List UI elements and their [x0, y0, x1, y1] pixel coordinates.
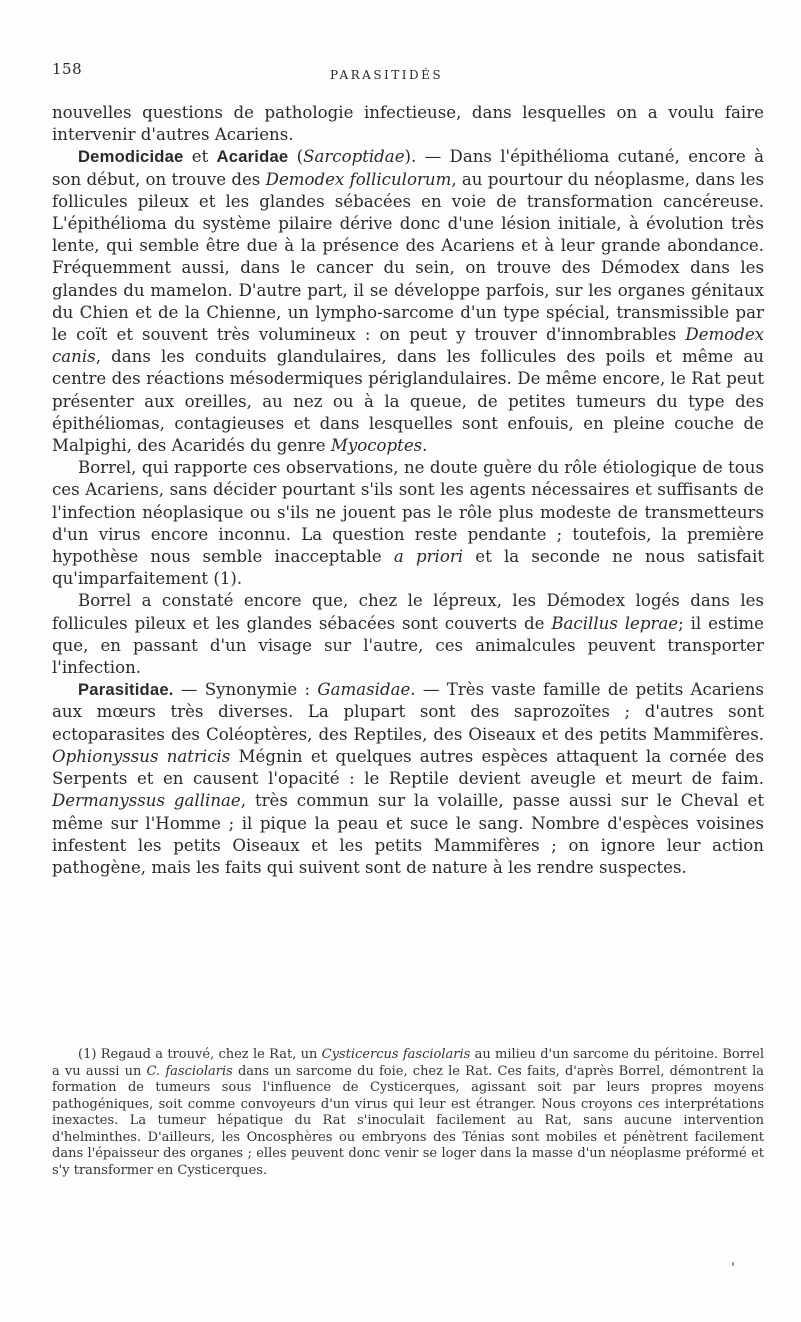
latin-name: Gamasidae [317, 680, 411, 700]
section-lead-acaridae: Acaridae [216, 147, 289, 167]
latin-name: Demodex folliculorum [265, 169, 452, 189]
page-number: 158 [52, 60, 83, 78]
running-title: PARASITIDÉS [330, 68, 444, 82]
paragraph-text: et la seconde ne nous satisfait qu'imparfaitement (1). [52, 547, 764, 589]
paragraph-text: , dans les conduits glandulaires, dans les follicules des poils et même au centre des réactions mésodermiques périglandulaires. De même encore, le Rat peut présenter aux oreilles, au nez ou à la queue, de petites tumeurs du type des épithéliomas, contagieuses et dans lesquelles sont enfouis, en pleine couche de Malpighi, des Acaridés du genre [52, 347, 764, 456]
latin-phrase: a priori [393, 547, 464, 567]
latin-name: Demodex canis [52, 325, 764, 367]
lead-connector: et [183, 147, 217, 167]
paragraph-text: Borrel, qui rapporte ces observations, ne doute guère du rôle étiologique de tous ces Acariens, sans décider pourtant s'ils sont les agents nécessaires et suffisants de l'infection néoplasique ou s'ils ne jouent pas le rôle plus modeste de transmetteurs d'un virus encore inconnu. La question reste pendante ; toutefois, la première hypothèse nous semble inacceptable [52, 458, 764, 567]
paragraph-demodicidae [52, 146, 764, 457]
paragraph-borrel-leprosy [52, 590, 764, 679]
footnote [52, 1047, 764, 1179]
body-text [52, 102, 764, 879]
latin-name: C. fasciolaris [146, 1063, 233, 1079]
paragraph-text: , au pourtour du néoplasme, dans les follicules pileux et les glandes sébacées en voie de transformation cancéreuse. L'épithélioma du système pilaire dérive donc d'une lésion initiale, à évolution très lente, qui semble être due à la présence des Acariens et à leur grande abondance. Fréquemment aussi, dans le cancer du sein, on trouve des Démodex dans les glandes du mamelon. D'autre part, il se développe parfois, sur les organes génitaux du Chien et de la Chienne, un lympho-sarcome d'un type spécial, transmissible par le coït et souvent très volumineux : on peut y trouver d'innombrables [52, 169, 764, 345]
paragraph-text: , très commun sur la volaille, passe aussi sur le Cheval et même sur l'Homme ; il pique la peau et suce le sang. Nombre d'espèces voisines infestent les petits Oiseaux et les petits Mammifères ; on ignore leur action pathogène, mais les faits qui suivent sont de nature à les rendre suspectes. [52, 791, 765, 877]
paragraph-text: . — Très vaste famille de petits Acariens aux mœurs très diverses. La plupart sont des saprozoïtes ; d'autres sont ectoparasites des Coléoptères, des Reptiles, des Oiseaux et des petits Mammifères. [52, 680, 764, 744]
footnote-paragraph [52, 1047, 764, 1179]
latin-name: Dermanyssus gallinae [52, 791, 241, 811]
paragraph-text: . [422, 436, 428, 456]
paragraph-text: Borrel a constaté encore que, chez le lépreux, les Démodex logés dans les follicules pileux et les glandes sébacées sont couverts de [52, 591, 764, 633]
latin-name: Bacillus leprae [551, 613, 679, 633]
paragraph-text: Dans l'épithélioma cutané, encore à son début, on trouve des [52, 147, 764, 189]
paragraph-text: Mégnin et quelques autres espèces attaquent la cornée des Serpents et en causent l'opacité : le Reptile devient aveugle et meurt de faim. [52, 746, 764, 789]
lead-latin-name: Sarcoptidae [303, 147, 405, 167]
latin-name: Ophionyssus natricis [52, 746, 231, 766]
footnote-text: dans un sarcome du foie, chez le Rat. Ces faits, d'après Borrel, démontrent la formation de tumeurs sous l'influence de Cysticerques, agissant soit par leurs propres moyens pathogéniques, soit comme convoyeurs d'un virus qui leur est étranger. Nous croyons ces interprétations inexactes. La tumeur hépatique du Rat s'inoculait facilement au Rat, sans aucune intervention d'helminthes. D'ailleurs, les Oncosphères ou embryons des Ténias sont mobiles et pénètrent facilement dans l'épaisseur des organes ; elles peuvent donc venir se loger dans la masse d'un néoplasme préformé et s'y transformer en Cysticerques. [52, 1063, 764, 1178]
lead-paren-open: ( [288, 147, 304, 167]
paragraph-text: nouvelles questions de pathologie infectieuse, dans lesquelles on a voulu faire intervenir d'autres Acariens. [52, 103, 764, 145]
footnote-text: au milieu d'un sarcome du péritoine. Borrel a vu aussi un [52, 1047, 764, 1079]
latin-name: Cysticercus fasciolaris [321, 1047, 471, 1062]
footnote-text: (1) Regaud a trouvé, chez le Rat, un [78, 1047, 322, 1062]
paragraph-borrel-etiology [52, 457, 764, 590]
section-lead-demodicidae: Demodicidae [78, 147, 184, 167]
lead-paren-close: ). — [404, 147, 450, 167]
latin-name: Myocoptes [330, 436, 423, 456]
paragraph-text: ; il estime que, en passant d'un visage sur l'autre, ces animalcules peuvent transporter l'infection. [52, 613, 764, 678]
print-speck [732, 1262, 734, 1266]
section-lead-parasitidae: Parasitidae. [78, 680, 174, 700]
paragraph-continuation [52, 102, 764, 146]
paragraph-parasitidae [52, 679, 764, 879]
paragraph-text: — Synonymie : [173, 680, 318, 700]
